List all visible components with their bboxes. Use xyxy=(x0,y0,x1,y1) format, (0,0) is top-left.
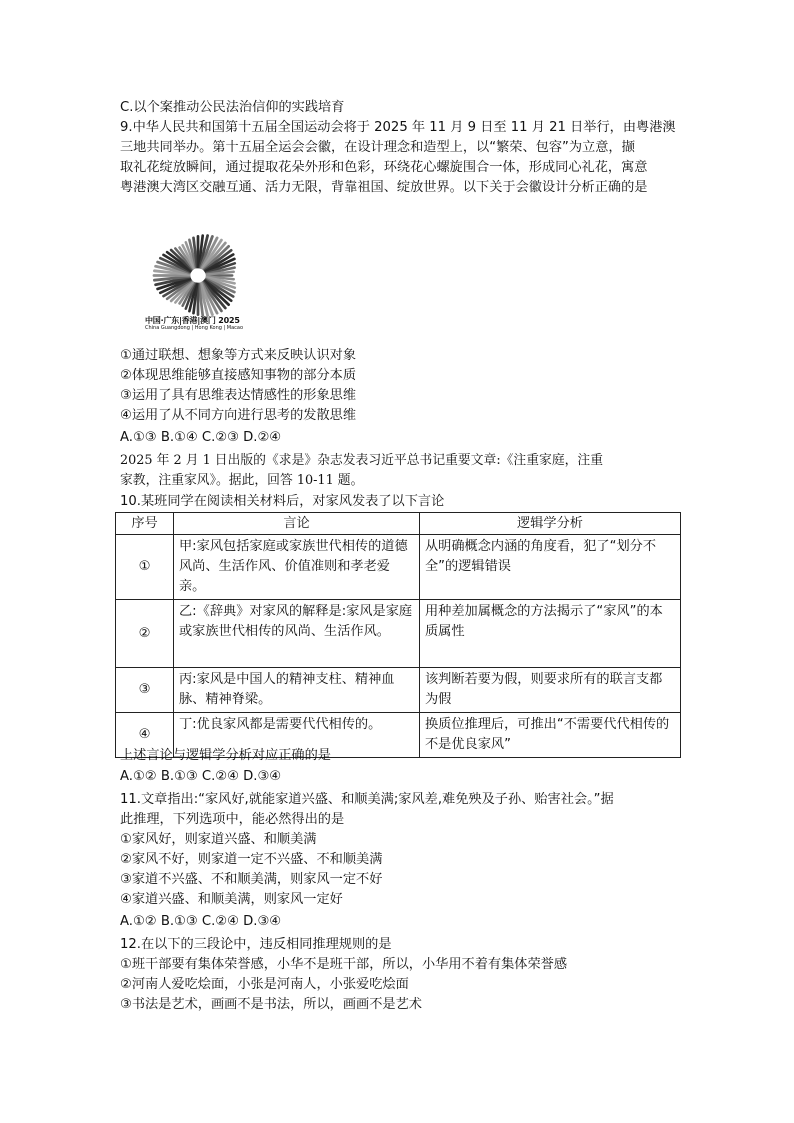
q10-11-intro-line2: 家教，注重家风》。据此，回答 10-11 题。 xyxy=(120,473,364,488)
table-header-row xyxy=(116,513,681,535)
q12-stem: 12.在以下的三段论中，违反相同推理规则的是 xyxy=(120,937,392,952)
q12-option-1: ①班干部要有集体荣誉感，小华不是班干部，所以，小华用不着有集体荣誉感 xyxy=(120,957,568,972)
row-num: ④ xyxy=(116,713,174,758)
emblem-center xyxy=(192,270,204,282)
row-analysis: 从明确概念内涵的角度看，犯了“划分不全”的逻辑错误 xyxy=(420,535,681,600)
q9-stem-line4: 粤港澳大湾区交融互通、活力无限，背靠祖国、绽放世界。以下关于会徽设计分析正确的是 xyxy=(120,180,648,195)
q11-option-1: ①家风好，则家道兴盛、和顺美满 xyxy=(120,832,317,847)
table-row xyxy=(116,668,681,713)
logo-caption-en: China Guangdong | Hong Kong | Macao xyxy=(145,325,244,331)
q12-option-2: ②河南人爱吃烩面，小张是河南人，小张爱吃烩面 xyxy=(120,977,409,992)
row-num: ③ xyxy=(116,668,174,713)
q9-stem-line3: 取礼花绽放瞬间，通过提取花朵外形和色彩，环绕花心螺旋围合一体，形成同心礼花，寓意 xyxy=(120,160,648,175)
row-statement: 乙:《辞典》对家风的解释是:家风是家庭或家族世代相传的风尚、生活作风。 xyxy=(174,600,420,668)
q11-option-2: ②家风不好，则家道一定不兴盛、不和顺美满 xyxy=(120,852,383,867)
row-statement: 丁:优良家风都是需要代代相传的。 xyxy=(174,713,420,758)
row-statement: 丙:家风是中国人的精神支柱、精神血脉、精神脊梁。 xyxy=(174,668,420,713)
table-header-analysis: 逻辑学分析 xyxy=(420,513,681,535)
q11-option-3: ③家道不兴盛、不和顺美满，则家风一定不好 xyxy=(120,872,383,887)
q9-answers: A.①③ B.①④ C.②③ D.②④ xyxy=(120,430,282,445)
table-header-num: 序号 xyxy=(116,513,174,535)
table-row xyxy=(116,535,681,600)
q9-option-3: ③运用了具有思维表达情感性的形象思维 xyxy=(120,388,357,403)
row-analysis: 用种差加属概念的方法揭示了“家风”的本质属性 xyxy=(420,600,681,668)
q12-option-3: ③书法是艺术，画画不是书法，所以，画画不是艺术 xyxy=(120,997,422,1012)
q10-11-intro-line1: 2025 年 2 月 1 日出版的《求是》杂志发表习近平总书记重要文章:《注重家庭，注重 xyxy=(120,453,604,468)
row-analysis: 换质位推理后，可推出“不需要代代相传的不是优良家风” xyxy=(420,713,681,758)
row-statement: 甲:家风包括家庭或家族世代相传的道德风尚、生活作风、价值准则和孝老爱亲。 xyxy=(174,535,420,600)
q11-stem-line1: 11.文章指出:“家风好,就能家道兴盛、和顺美满;家风差,难免殃及子孙、贻害社会。”据 xyxy=(120,792,614,807)
q10-statement-table xyxy=(115,512,681,758)
q9-stem-line1: 9.中华人民共和国第十五届全国运动会将于 2025 年 11 月 9 日至 11 月 21 日举行，由粤港澳 xyxy=(120,120,676,135)
logo-caption-cn: 中国·广东|香港|澳门 2025 xyxy=(145,316,240,325)
q11-stem-line2: 此推理，下列选项中，能必然得出的是 xyxy=(120,812,345,827)
q8-option-c: C.以个案推动公民法治信仰的实践培育 xyxy=(120,100,345,115)
q9-stem-line2: 三地共同举办。第十五届全运会会徽，在设计理念和造型上，以“繁荣、包容”为立意，撷 xyxy=(120,140,635,155)
q10-answers: A.①② B.①③ C.②④ D.③④ xyxy=(120,769,282,784)
q9-option-2: ②体现思维能够直接感知事物的部分本质 xyxy=(120,368,357,383)
table-row xyxy=(116,600,681,668)
q11-answers: A.①② B.①③ C.②④ D.③④ xyxy=(120,914,282,929)
table-header-statement: 言论 xyxy=(174,513,420,535)
q9-option-1: ①通过联想、想象等方式来反映认识对象 xyxy=(120,348,357,363)
q11-option-4: ④家道兴盛、和顺美满，则家风一定好 xyxy=(120,892,343,907)
q10-stem: 10.某班同学在阅读相关材料后，对家风发表了以下言论 xyxy=(120,494,445,509)
row-num: ① xyxy=(116,535,174,600)
q10-question: 上述言论与逻辑学分析对应正确的是 xyxy=(120,748,331,763)
row-analysis: 该判断若要为假，则要求所有的联言支都为假 xyxy=(420,668,681,713)
row-num: ② xyxy=(116,600,174,668)
q9-option-4: ④运用了从不同方向进行思考的发散思维 xyxy=(120,408,357,423)
